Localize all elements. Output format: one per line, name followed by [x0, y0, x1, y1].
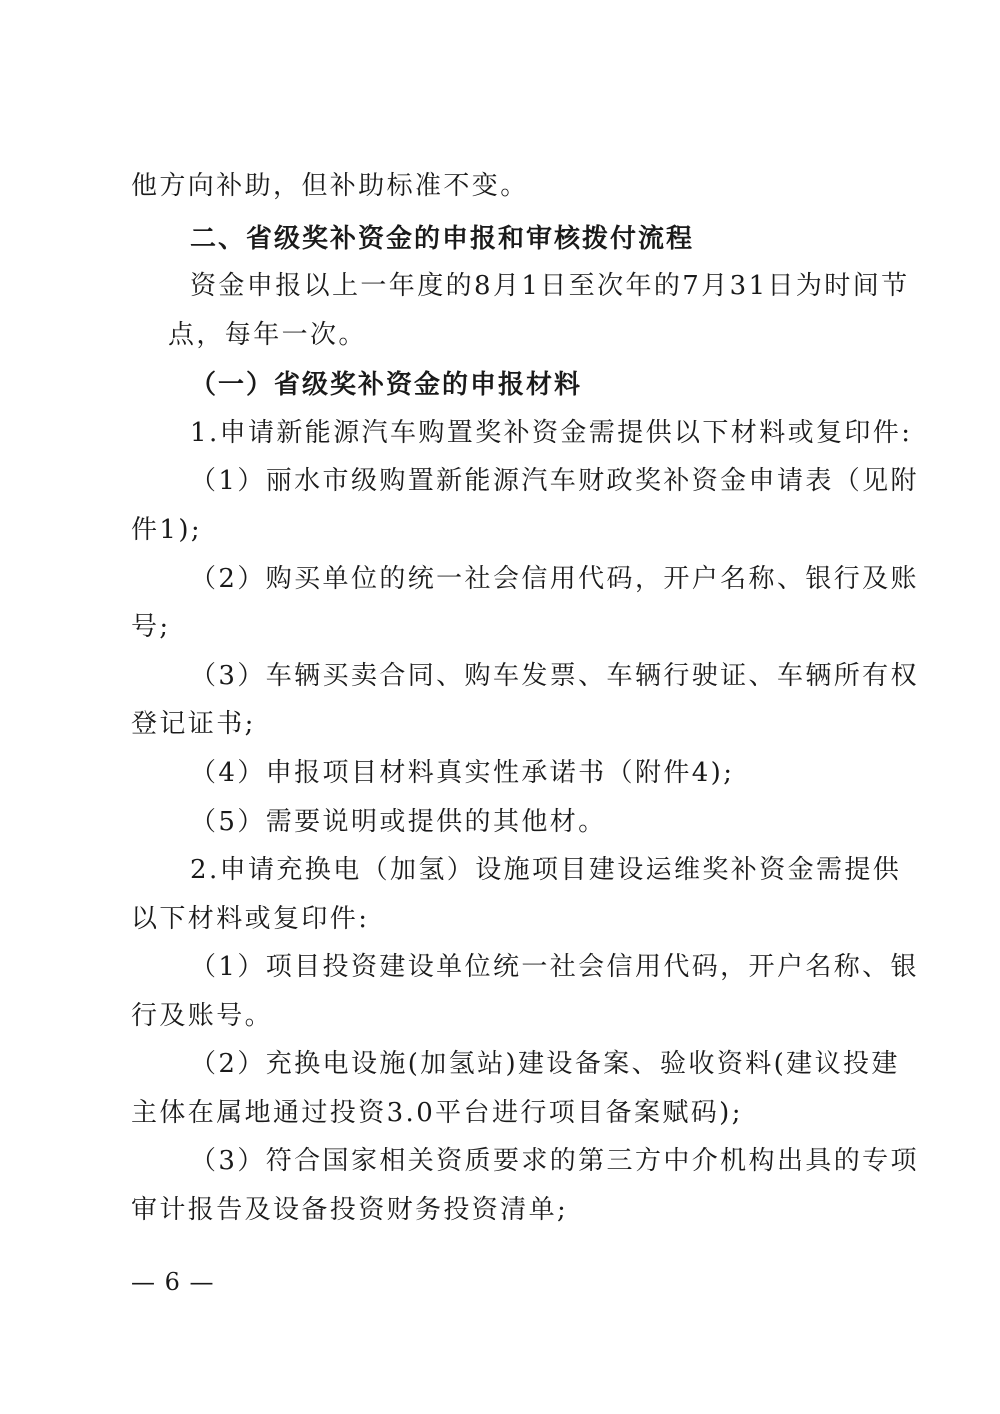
list-item: （1）项目投资建设单位统一社会信用代码，开户名称、银 [190, 952, 919, 982]
subsection-heading-1: （一）省级奖补资金的申报材料 [190, 370, 583, 400]
list-item: （3）车辆买卖合同、购车发票、车辆行驶证、车辆所有权 [190, 661, 919, 691]
paragraph-line: 点，每年一次。 [168, 320, 367, 350]
list-item-heading: 1.申请新能源汽车购置奖补资金需提供以下材料或复印件: [190, 418, 913, 448]
page-number: — 6 — [131, 1268, 215, 1296]
list-item: （3）符合国家相关资质要求的第三方中介机构出具的专项 [190, 1146, 919, 1176]
list-item-continuation: 件1); [131, 515, 203, 545]
list-item: （1）丽水市级购置新能源汽车财政奖补资金申请表（见附 [190, 466, 919, 496]
list-item-continuation: 号; [131, 612, 171, 642]
section-heading-2: 二、省级奖补资金的申报和审核拨付流程 [190, 224, 695, 254]
list-item-continuation: 主体在属地通过投资3.0平台进行项目备案赋码); [131, 1098, 743, 1128]
list-item-heading: 2.申请充换电（加氢）设施项目建设运维奖补资金需提供 [190, 855, 902, 885]
list-item: （4）申报项目材料真实性承诺书（附件4); [190, 758, 735, 788]
paragraph-continuation: 他方向补助，但补助标准不变。 [131, 171, 529, 201]
list-item: （5）需要说明或提供的其他材。 [190, 807, 607, 837]
list-item-continuation: 登记证书; [131, 709, 256, 739]
list-item-continuation: 审计报告及设备投资财务投资清单; [131, 1195, 569, 1225]
list-item: （2）购买单位的统一社会信用代码，开户名称、银行及账 [190, 564, 919, 594]
list-item: （2）充换电设施(加氢站)建设备案、验收资料(建议投建 [190, 1049, 900, 1079]
paragraph-line: 资金申报以上一年度的8月1日至次年的7月31日为时间节 [190, 271, 910, 301]
list-item-continuation: 行及账号。 [131, 1001, 274, 1031]
list-item-continuation: 以下材料或复印件: [131, 904, 370, 934]
